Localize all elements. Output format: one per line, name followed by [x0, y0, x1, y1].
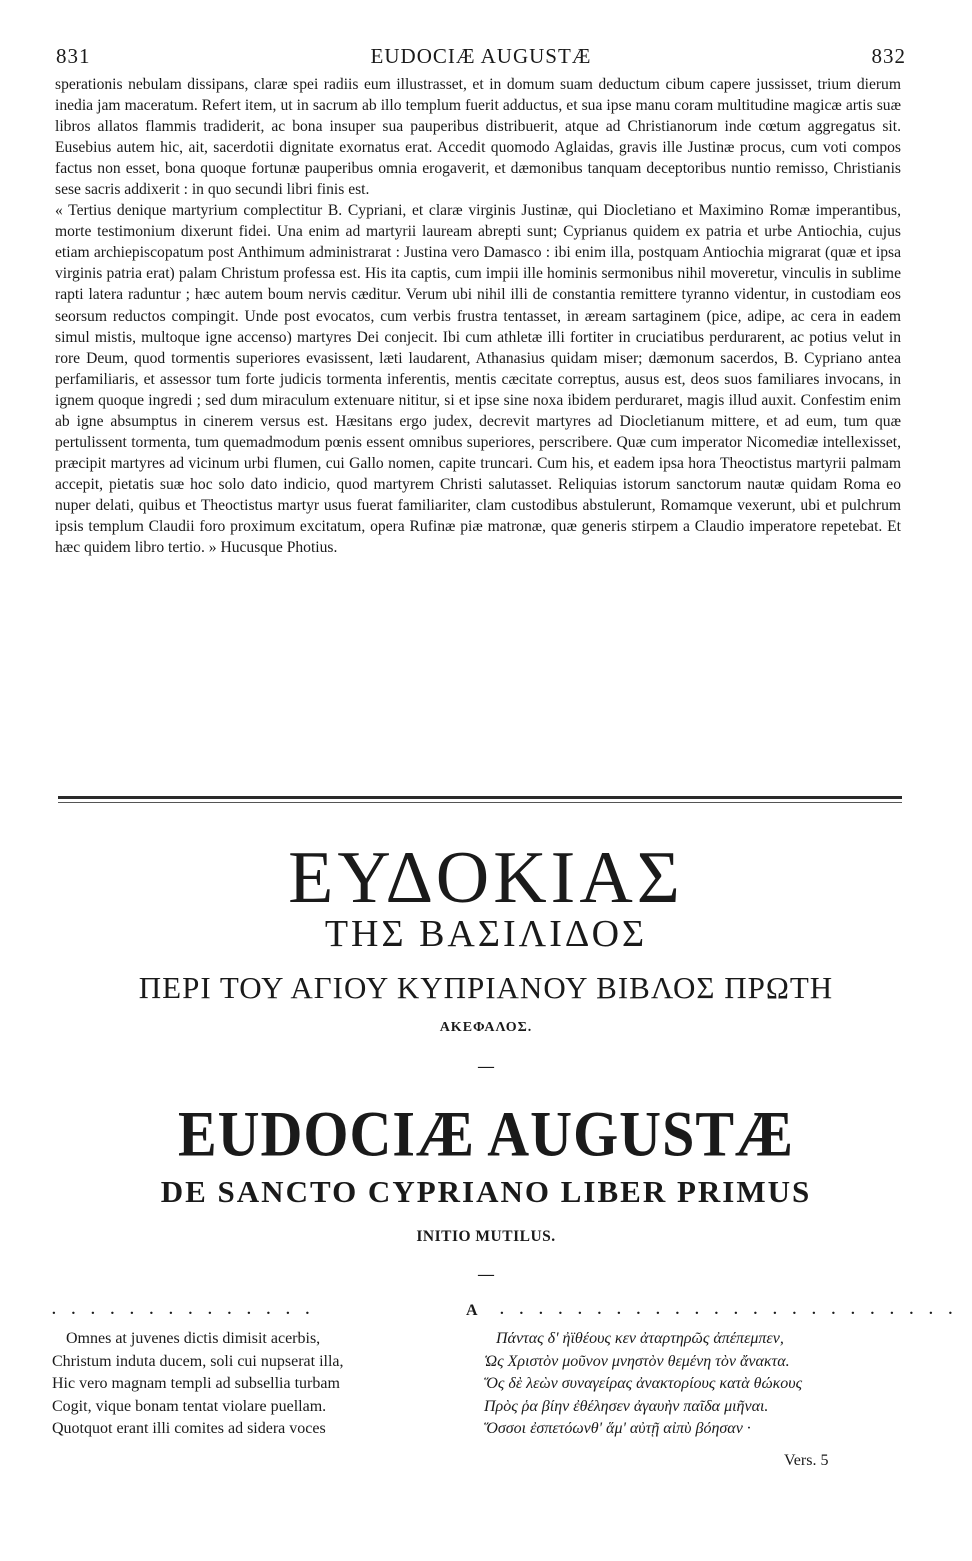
page-number-right: 832	[871, 44, 906, 68]
latin-title-author: EUDOCIÆ AUGUSTÆ	[177, 1097, 795, 1170]
section-rule-thin	[58, 802, 902, 803]
running-head	[56, 44, 906, 70]
latin-verse-line: Quotquot erant illi comites ad sidera voces	[52, 1420, 326, 1437]
page-number-left: 831	[56, 44, 91, 68]
prose-body	[55, 74, 901, 558]
latin-verse-line: Omnes at juvenes dictis dimisit acerbis,	[66, 1330, 321, 1347]
greek-verse-line: Ὡς Χριστὸν μοῦνον μνηστὸν θεμένη τὸν ἄνακτα.	[484, 1352, 790, 1370]
section-rule	[58, 796, 902, 799]
latin-verse-column	[52, 1328, 452, 1441]
separator-dash: —	[478, 1266, 494, 1283]
latin-verse-line: Cogit, vique bonam tentat violare puellam.	[52, 1397, 327, 1415]
latin-title-subject: DE SANCTO CYPRIANO LIBER PRIMUS	[160, 1174, 812, 1209]
latin-verse-line: Christum induta ducem, soli cui nupserat illa,	[52, 1352, 344, 1370]
lacuna-dots-right: . . . . . . . . . . . . . . . . . . . . . . . .	[500, 1302, 959, 1318]
greek-verse-line: Ὅσσοι ἐσπετόωνθ' ἅμ' αὐτῇ αἰπὺ βόησαν ·	[484, 1420, 751, 1437]
latin-title-note: INITIO MUTILUS.	[416, 1228, 556, 1245]
greek-verse-column	[470, 1328, 910, 1441]
verse-number-label: Vers. 5	[784, 1452, 829, 1469]
greek-verse-line: Πάντας δ' ἠϊθέους κεν ἀταρτηρῶς ἀπέπεμπεν,	[496, 1330, 784, 1347]
greek-title-note: ΑΚΕΦΑΛΟΣ.	[439, 1020, 533, 1035]
greek-title-subject: ΠΕΡΙ ΤΟΥ ΑΓΙΟΥ ΚΥΠΡΙΑΝΟΥ ΒΙΒΛΟΣ ΠΡΩΤΗ	[138, 970, 834, 1005]
separator-dash: —	[478, 1058, 494, 1075]
greek-verse-line: Πρὸς ῥα βίην ἐθέλησεν ἀγαυὴν παῖδα μιῆναι.	[484, 1397, 769, 1415]
greek-verse-line: Ὅς δὲ λεὼν συναγείρας ἀνακτορίους κατὰ θώκους	[484, 1375, 803, 1392]
prose-paragraph: sperationis nebulam dissipans, claræ spei radiis eum illustrasset, et in domum suam deductum cibum capere jussisset, trium dierum inedia jam maceratum. Refert item, ut in sacrum ab illo templum fuerit adductus, et sua ipse manu coram multitudine magicæ artis suæ libros allatos flammis tradiderit, ac bona insuper sua pauperibus distribuerit, atque ad Christianorum inde cœtum aggregatus sit. Eusebius autem hic, ait, sacerdotii dignitate exornatus erat. Accedit quomodo Aglaidas, gravis ille Justinæ procus, cum voti compos factus non esset, bona quoque fortunæ pauperibus omnia erogaverit, et dæmonibus tanquam deceptoribus nuntio remisso, Christianis sese sacris addixerit : in quo secundi libri finis est.	[55, 76, 901, 199]
lacuna-dots-left: . . . . . . . . . . . . . .	[52, 1302, 316, 1318]
running-title: EUDOCIÆ AUGUSTÆ	[370, 44, 592, 68]
column-marker: A	[466, 1302, 478, 1319]
latin-verse-line: Hic vero magnam templi ad subsellia turbam	[52, 1375, 340, 1392]
greek-title-author: ΕΥΔΟΚΙΑΣ	[288, 837, 684, 919]
prose-paragraph: « Tertius denique martyrium complectitur B. Cypriani, et claræ virginis Justinæ, qui Diocletiano et Maximino Romæ imperantibus, morte testimonium dixerunt fidei. Una enim ad martyrii lauream abrepti sunt; Cyprianus quidem ex patria et urbe Antiochia, cujus etiam archiepiscopatum post Anthimum administrarat : Justina vero Damasco : ibi enim illa, postquam Antiochia migrarat (quæ et ipsa virginis patria erat) palam Christum professa est. His ita captis, cum impii ille hominis sermonibus nihil moveretur, vinculis in sublime rapti latera raduntur ; hæc autem boum nervis cæditur. Verum ubi nihil illi de constantia remittere tyranno videntur, in custodiam eos seorsum reductos compingit. Unde post evocatos, cum verbis frustra tentasset, in æream sartaginem (pice, adipe, ac cera in eadem simul mistis, multoque igne accenso) martyres Dei conjecit. Ibi cum athletæ illi fortiter in cruciatibus perdurarent, ac potius velut in rore Deum, quod tormentis superiores evasissent, læti laudarent, Athanasius quidam miser; dæmonum sacerdos, B. Cypriano antea perfamiliaris, et assessor tum forte judicis tormenta inferentis, mentis cæcitate correptus, ausus est, deos suos familiares invocans, in ignem quoque ingredi ; sed dum miraculum extenuare nititur, si et ipse sine noxa ibidem perduraret, magis illud auxit. Confestim enim ab igne absumptus in cinerem versus est. Hæsitans ergo judex, decrevit martyres ad Diocletianum mittere, et ad eum, tum quæ pertulissent tormenta, tum quemadmodum pœnis essent omnibus superiores, perscribere. Quæ cum imperator Nicomediæ intellexisset, præcipit martyres ad vicinum urbi flumen, cui Gallo nomen, capite truncari. Cum his, et eadem ipsa hora Theoctistus martyrii palmam accepit, pietatis suæ hoc solo dato indicio, quod martyrem Christi salutasset. Reliquias istorum sanctorum nautæ quidam Roma eo nuper delati, quibus et Theoctistus martyr usus fuerat familiariter, clam custodibus abstulerunt, Romamque vexerunt, ubi et pulchrum ipsis templum Claudii foro proximum excitatum, opera Rufinæ piæ matronæ, quæ generis stirpem a Claudio imperatore repetebat. Et hæc quidem libro tertio. » Hucusque Photius.	[55, 202, 901, 557]
greek-title-epithet: ΤΗΣ ΒΑΣΙΛΙΔΟΣ	[324, 913, 648, 955]
